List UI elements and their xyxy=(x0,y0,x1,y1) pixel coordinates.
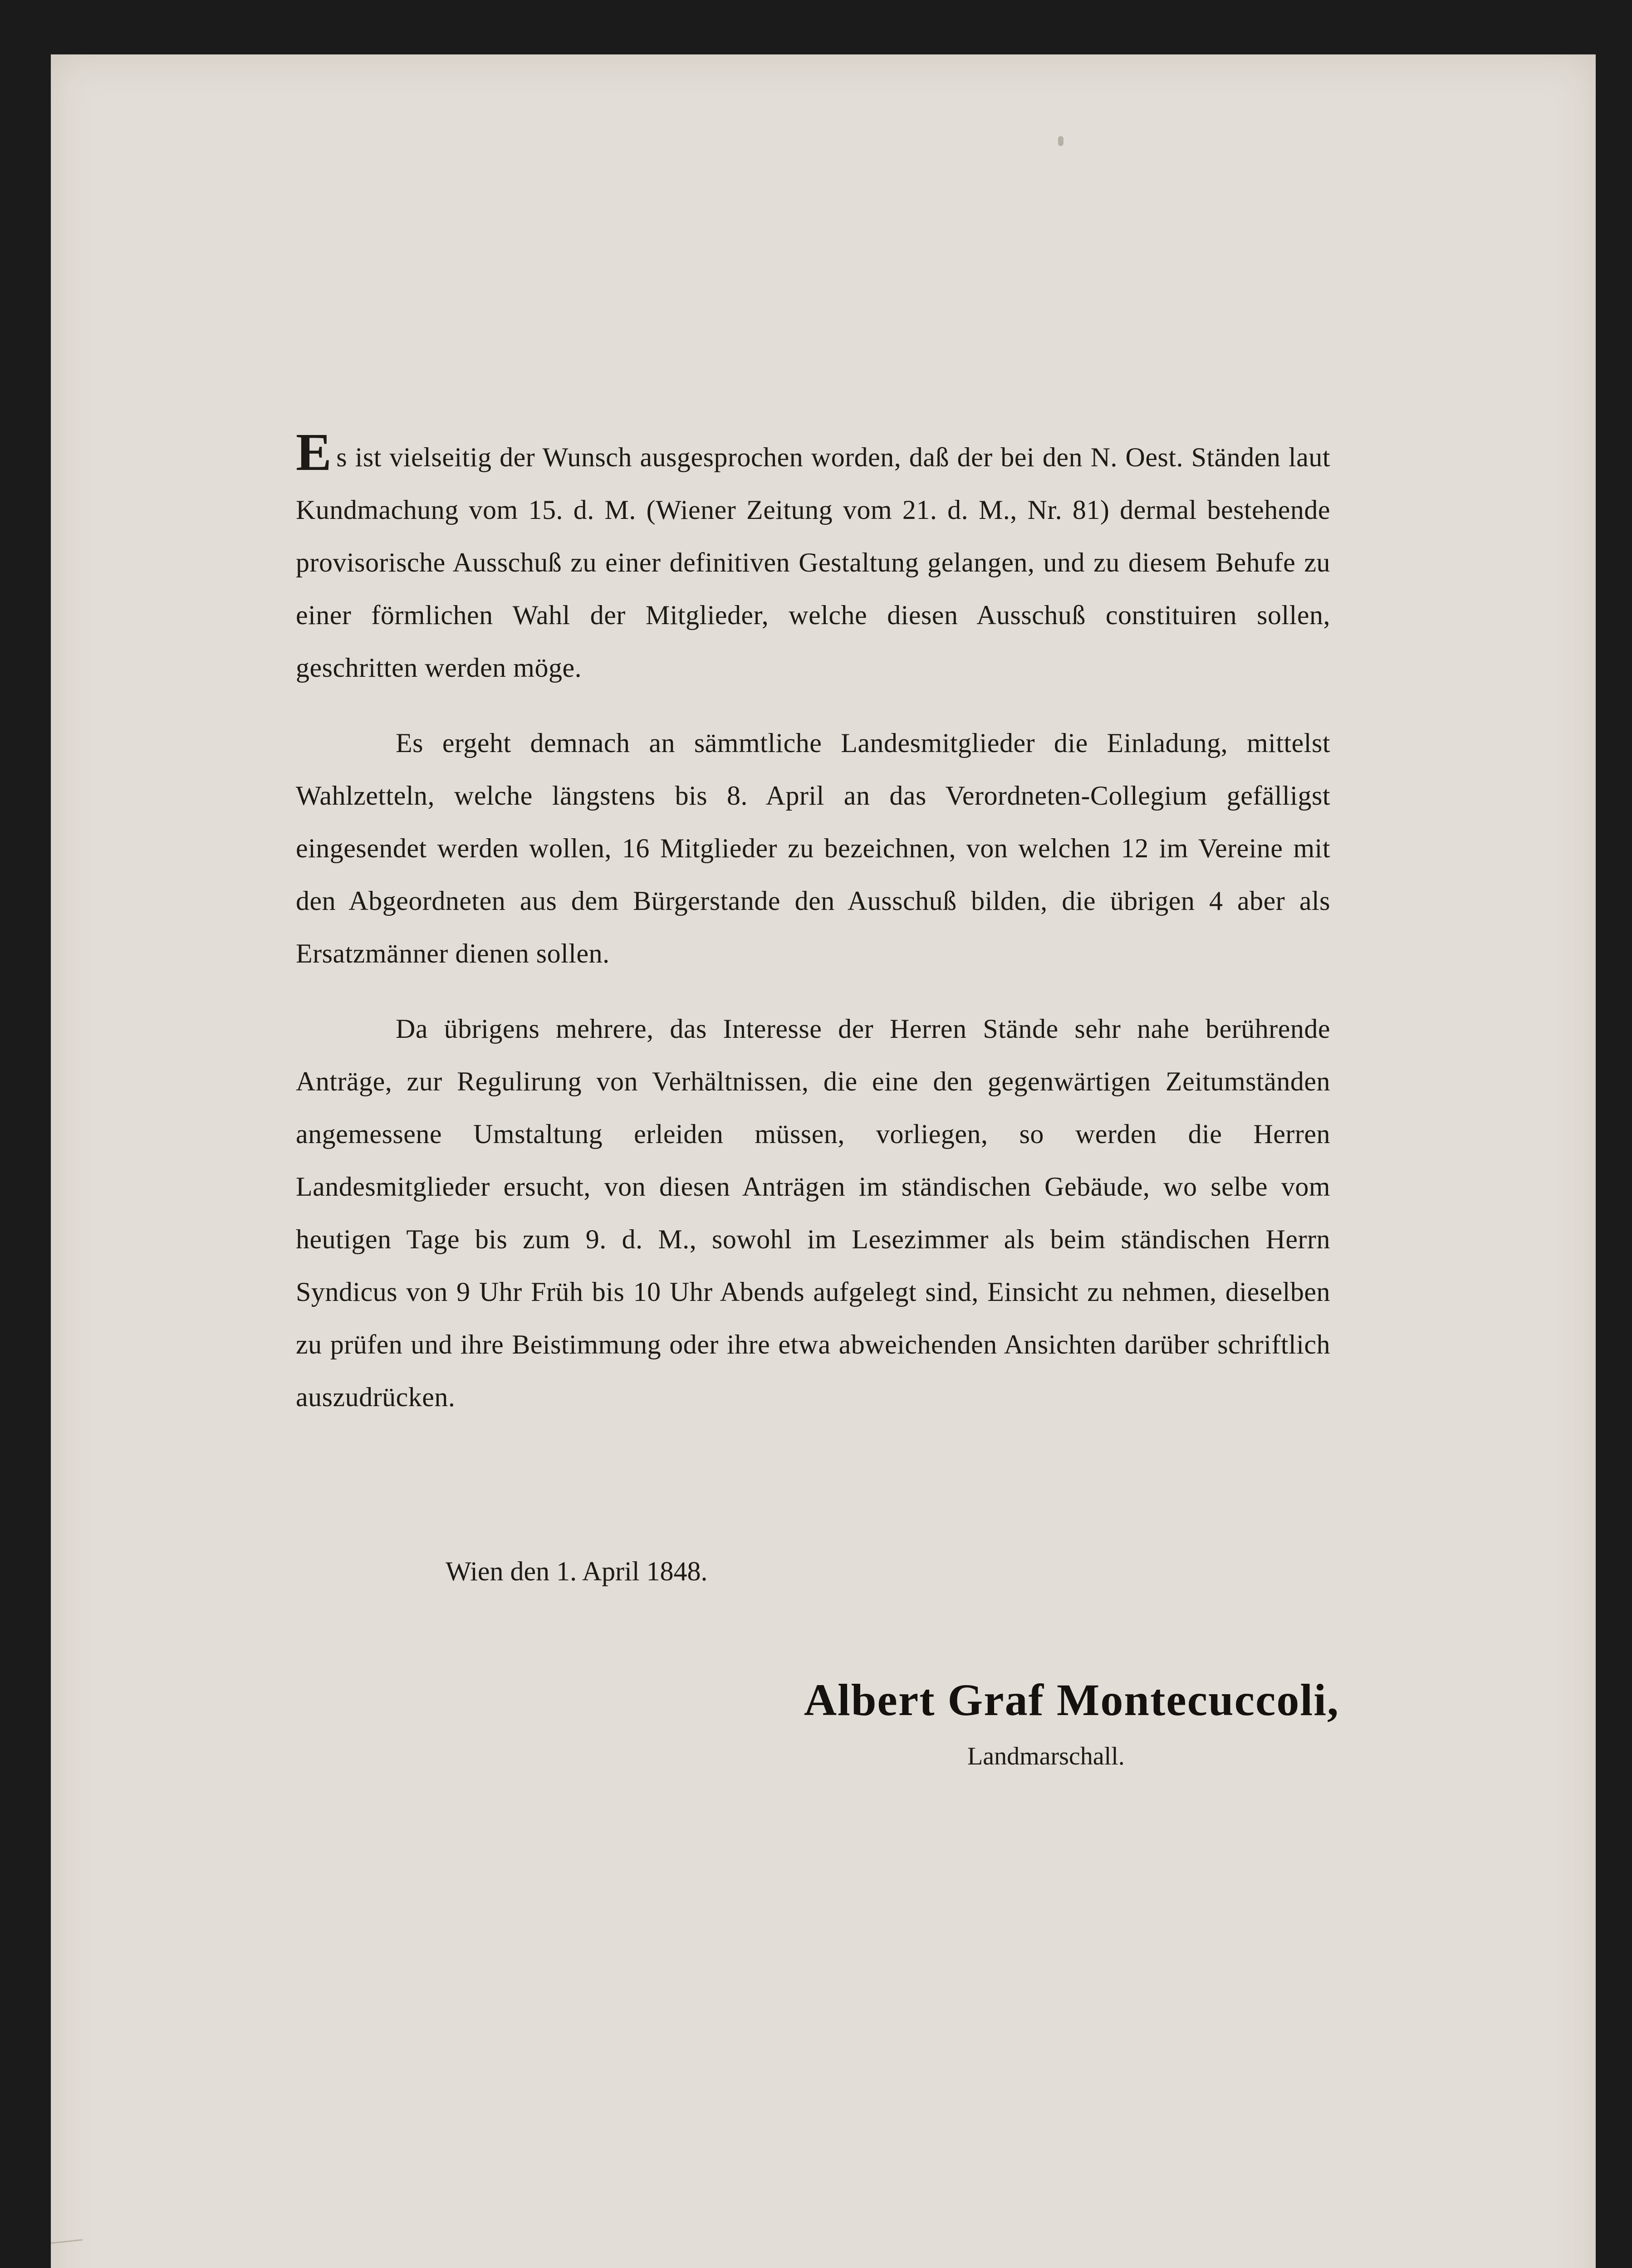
paragraph-2: Es ergeht demnach an sämmtliche Landesmitglieder die Einladung, mittelst Wahlzetteln, welche längstens bis 8. April an das Verordneten-Collegium gefälligst eingesendet werden wollen, 16 Mitglieder zu bezeichnen, von welchen 12 im Vereine mit den Abgeordneten aus dem Bürgerstande den Ausschuß bilden, die übrigen 4 aber als Ersatzmänner dienen sollen. xyxy=(296,728,1330,968)
paragraph-1-text: s ist vielseitig der Wunsch ausgesprochen worden, daß der bei den N. Oest. Ständen laut Kundmachung vom 15. d. M. (Wiener Zeitung vom 21. d. M., Nr. 81) dermal bestehende provisorische Ausschuß zu einer definitiven Gestaltung gelangen, und zu diesem Behufe zu einer förmlichen Wahl der Mitglieder, welche diesen Ausschuß constituiren sollen, geschritten werden möge. xyxy=(296,442,1330,683)
paper-crease xyxy=(51,2239,83,2244)
document-body xyxy=(296,422,1330,1446)
drop-initial: E xyxy=(296,422,332,482)
paragraph-3: Da übrigens mehrere, das Interesse der Herren Stände sehr nahe berührende Anträge, zur Regulirung von Verhältnissen, die eine den gegenwärtigen Zeitumständen angemessene Umstaltung erleiden müssen, vorliegen, so werden die Herren Landesmitglieder ersucht, von diesen Anträgen im ständischen Gebäude, wo selbe vom heutigen Tage bis zum 9. d. M., sowohl im Lesezimmer als beim ständischen Herrn Syndicus von 9 Uhr Früh bis 10 Uhr Abends aufgelegt sind, Einsicht zu nehmen, dieselben zu prüfen und ihre Beistimmung oder ihre etwa abweichenden Ansichten darüber schriftlich auszudrücken. xyxy=(296,1014,1330,1412)
document-page xyxy=(51,54,1596,2268)
dateline: Wien den 1. April 1848. xyxy=(446,1556,708,1586)
paper-stain xyxy=(1058,136,1063,146)
signature-name: Albert Graf Montecuccoli, xyxy=(804,1675,1339,1725)
paragraph-1 xyxy=(296,422,1330,694)
signature-title: Landmarschall. xyxy=(967,1742,1125,1770)
